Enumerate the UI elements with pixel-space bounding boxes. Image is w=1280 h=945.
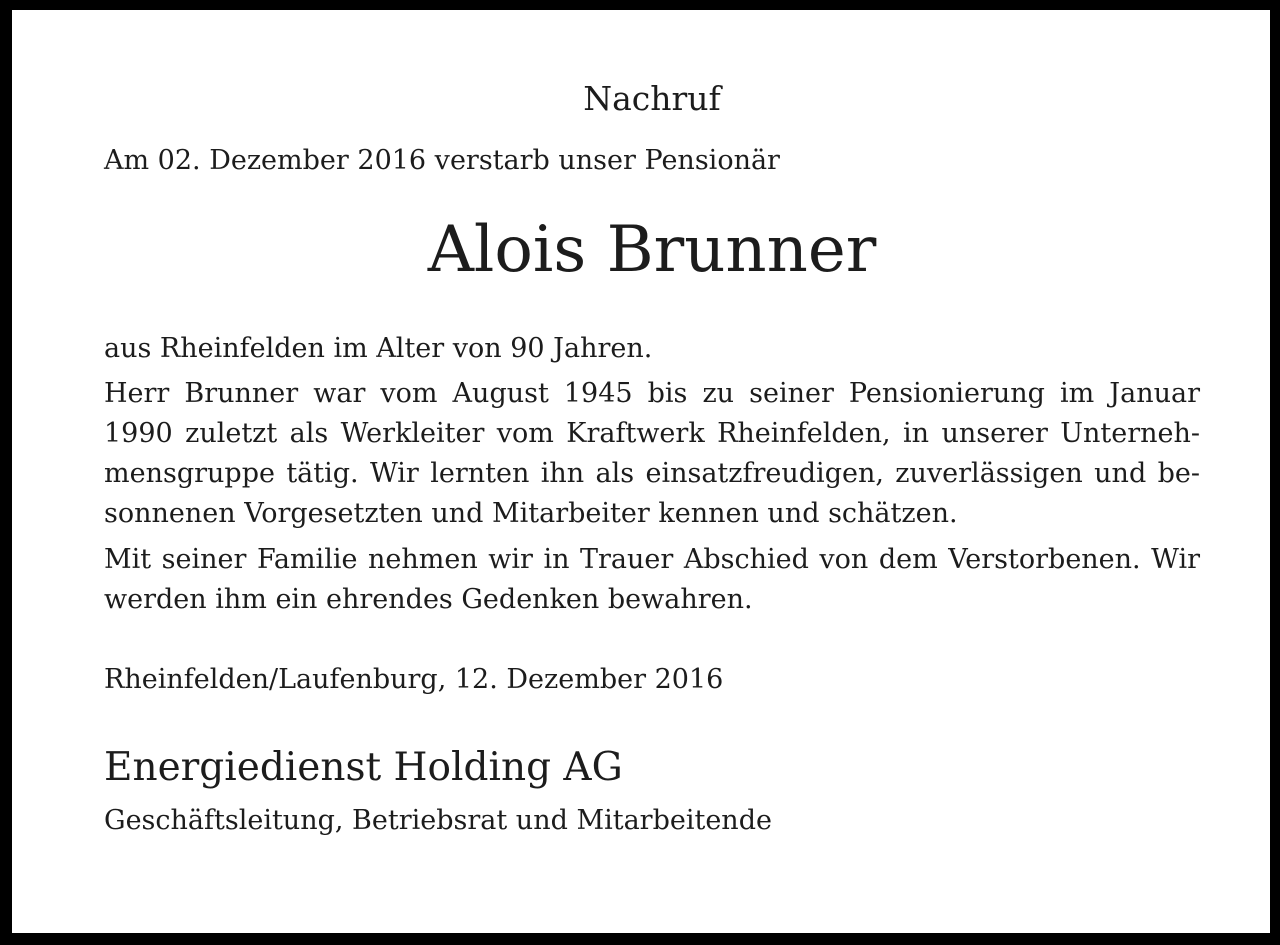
place-date-line: Rheinfelden/Laufenburg, 12. Dezember 2016 [104,664,724,695]
origin-age-line: aus Rheinfelden im Alter von 90 Jahren. [104,333,653,364]
intro-line: Am 02. Dezember 2016 verstarb unser Pensionär [104,145,780,176]
career-paragraph-line: 1990 zuletzt als Werkleiter vom Kraftwerk Rheinfelden, in unserer Unterneh- [104,418,1200,449]
career-paragraph-line: mensgruppe tätig. Wir lernten ihn als einsatzfreudigen, zuverlässigen und be- [104,458,1200,489]
career-paragraph [104,374,1200,534]
career-paragraph-line: sonnenen Vorgesetzten und Mitarbeiter kennen und schätzen. [104,498,958,529]
career-paragraph-line: Herr Brunner war vom August 1945 bis zu seiner Pensionierung im Januar [104,378,1200,409]
obituary-heading: Nachruf [583,79,721,118]
condolence-paragraph-line: werden ihm ein ehrendes Gedenken bewahren. [104,584,753,615]
condolence-paragraph [104,540,1200,620]
organization-name: Energiedienst Holding AG [104,745,623,790]
deceased-name: Alois Brunner [427,213,877,287]
signatories-line: Geschäftsleitung, Betriebsrat und Mitarbeitende [104,805,772,836]
condolence-paragraph-line: Mit seiner Familie nehmen wir in Trauer Abschied von dem Verstorbenen. Wir [104,544,1200,575]
